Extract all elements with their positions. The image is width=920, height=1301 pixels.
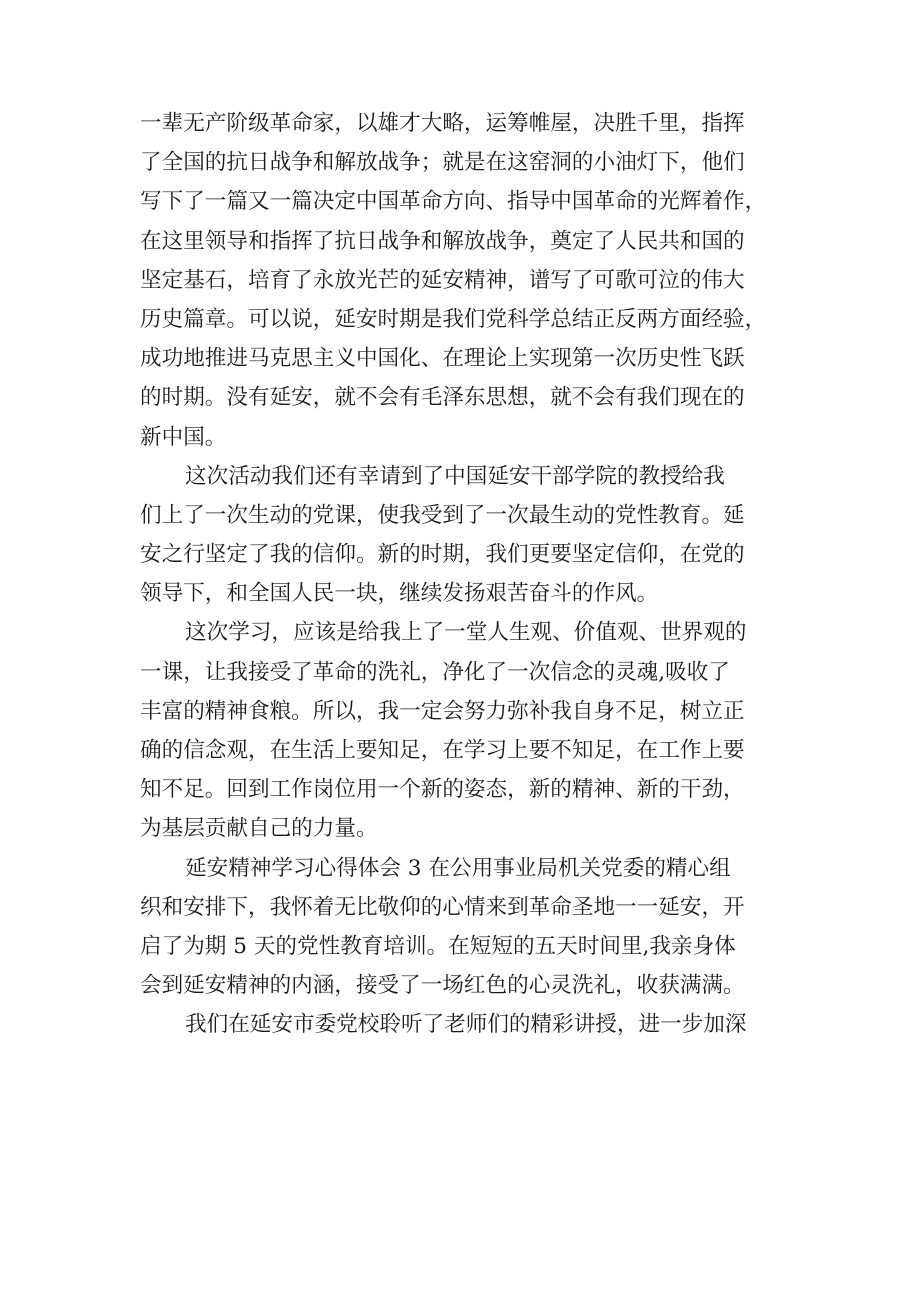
text-line: 为基层贡献自己的力量。 <box>140 816 378 842</box>
text-line: 丰富的精神食粮。所以，我一定会努力弥补我自身不足，树立正 <box>140 698 745 724</box>
text-line: 一辈无产阶级革命家，以雄才大略，运筹帷屋，决胜千里，指挥 <box>140 111 745 136</box>
text-line: 的时期。没有延安，就不会有毛泽东思想，就不会有我们现在的 <box>140 385 745 411</box>
text-line: 这次学习，应该是给我上了一堂人生观、价值观、世界观的 <box>185 620 747 646</box>
text-line: 新中国。 <box>140 424 227 450</box>
text-line: 会到延安精神的内涵，接受了一场红色的心灵洗礼，收获满满。 <box>140 973 745 999</box>
text-line: 启了为期 5 天的党性教育培训。在短短的五天时间里,我亲身体 <box>140 933 736 959</box>
paragraph-2 <box>140 457 800 614</box>
text-line: 织和安排下，我怀着无比敬仰的心情来到革命圣地一一延安，开 <box>140 894 745 920</box>
text-line: 了全国的抗日战争和解放战争；就是在这窑洞的小油灯下，他们 <box>140 150 745 176</box>
text-line: 写下了一篇又一篇决定中国革命方向、指导中国革命的光辉着作， <box>140 189 767 215</box>
text-line: 延安精神学习心得体会 3 在公用事业局机关党委的精心组 <box>185 855 731 881</box>
text-line: 们上了一次生动的党课，使我受到了一次最生动的党性教育。延 <box>140 502 745 528</box>
text-line: 知不足。回到工作岗位用一个新的姿态，新的精神、新的干劲， <box>140 777 745 803</box>
text-line: 领导下，和全国人民一块，继续发扬艰苦奋斗的作风。 <box>140 581 659 607</box>
text-line: 这次活动我们还有幸请到了中国延安干部学院的教授给我 <box>185 463 725 489</box>
document-body <box>140 104 800 1045</box>
text-line: 在这里领导和指挥了抗日战争和解放战争，奠定了人民共和国的 <box>140 228 745 254</box>
text-line: 安之行坚定了我的信仰。新的时期，我们更要坚定信仰，在党的 <box>140 542 745 568</box>
paragraph-3 <box>140 613 800 848</box>
text-line: 我们在延安市委党校聆听了老师们的精彩讲授，进一步加深 <box>185 1012 747 1038</box>
paragraph-5 <box>140 1005 800 1044</box>
text-line: 成功地推进马克思主义中国化、在理论上实现第一次历史性飞跃 <box>140 346 745 372</box>
paragraph-4 <box>140 849 800 1006</box>
text-line: 坚定基石，培育了永放光芒的延安精神，谱写了可歌可泣的伟大 <box>140 267 745 293</box>
text-line: 一课，让我接受了革命的洗礼，净化了一次信念的灵魂,吸收了 <box>140 659 730 685</box>
text-line: 历史篇章。可以说，延安时期是我们党科学总结正反两方面经验， <box>140 306 767 332</box>
text-line: 确的信念观，在生活上要知足，在学习上要不知足，在工作上要 <box>140 738 745 763</box>
paragraph-1 <box>140 104 800 457</box>
